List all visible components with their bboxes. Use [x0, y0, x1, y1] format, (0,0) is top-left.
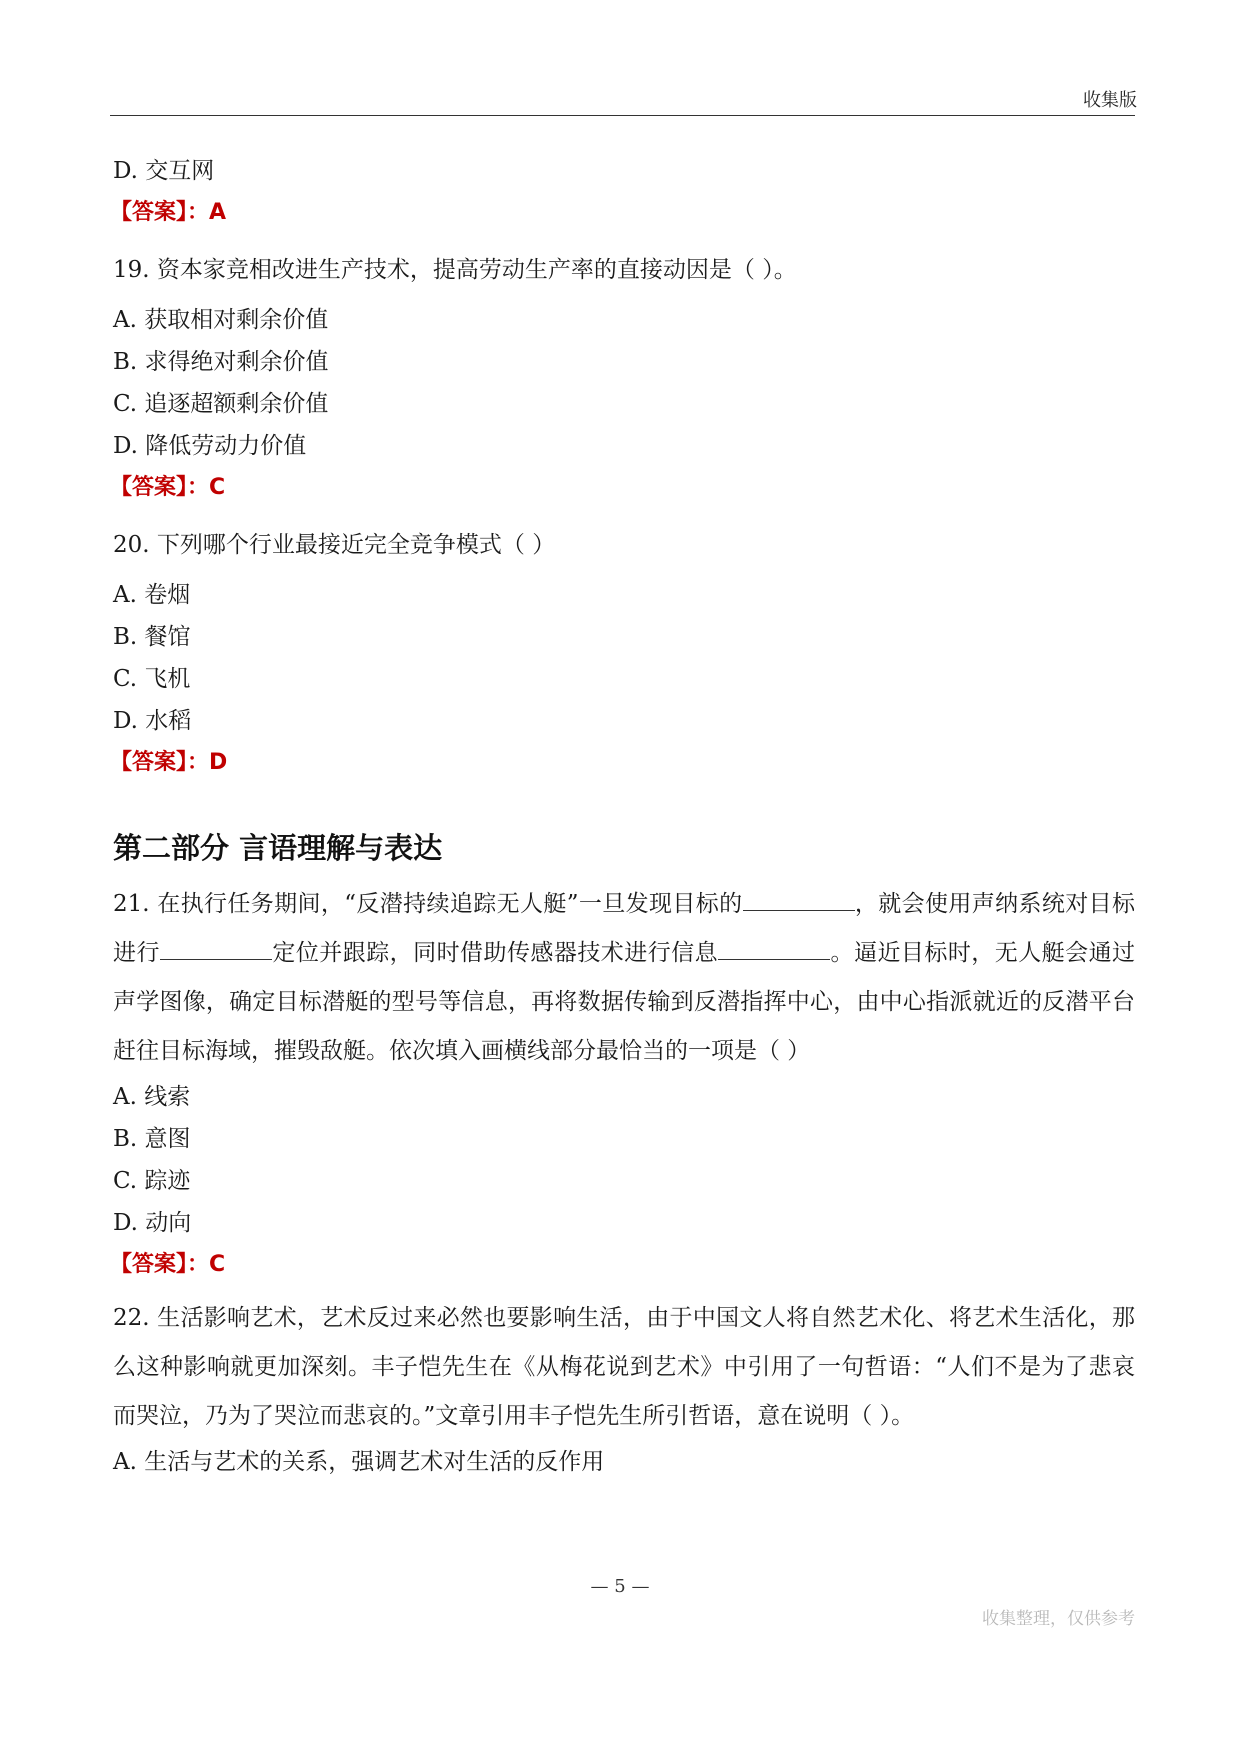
q21-answer: 【答案】：C: [110, 1252, 226, 1277]
q19-option-a: A. 获取相对剩余价值: [113, 307, 329, 333]
q20-answer: 【答案】：D: [110, 750, 228, 775]
q19-option-c: C. 追逐超额剩余价值: [113, 391, 329, 417]
page-number: — 5 —: [590, 1576, 650, 1597]
q21-stem-part-3: 定位并跟踪，同时借助传感器技术进行信息: [271, 940, 719, 966]
q19-stem: 19. 资本家竞相改进生产技术，提高劳动生产率的直接动因是（ ）。: [113, 257, 797, 283]
q22-stem: 22. 生活影响艺术，艺术反过来必然也要影响生活，由于中国文人将自然艺术化、将艺术生活化，那么这种影响就更加深刻。丰子恺先生在《从梅花说到艺术》中引用了一句哲语：“人们不是为了悲哀而哭泣，乃为了哭泣而悲哀的。”文章引用丰子恺先生所引哲语，意在说明（ ）。: [113, 1305, 1135, 1429]
fill-blank-2: [160, 939, 272, 960]
q21-stem-part-1: 21. 在执行任务期间，“反潜持续追踪无人艇”一旦发现目标的: [113, 891, 743, 917]
q20-option-a: A. 卷烟: [113, 582, 191, 608]
header-label: 收集版: [1083, 90, 1137, 111]
fill-blank-1: [743, 890, 855, 911]
footer-note: 收集整理，仅供参考: [982, 1609, 1135, 1629]
page-content: [110, 150, 1136, 1483]
header-divider: [110, 115, 1135, 116]
q21-stem: [113, 880, 1135, 1076]
q21-option-d: D. 动向: [113, 1210, 192, 1236]
q20-option-d: D. 水稻: [113, 708, 192, 734]
q21-stem-part-4: 。逼近目标时，无人艇会通过声学图像，确定目标潜艇的型号等信息，再将数据传输到反潜指挥中心，由中心指派就近的反潜平台赶往目标海域，摧毁敌艇。依次填入画横线部分最恰当的一项是（ ）: [113, 940, 1136, 1064]
fill-blank-3: [718, 939, 830, 960]
section-title: 第二部分 言语理解与表达: [113, 831, 443, 865]
q19-answer: 【答案】：C: [110, 475, 226, 500]
q20-stem: 20. 下列哪个行业最接近完全竞争模式（ ）: [113, 532, 556, 558]
q18-answer: 【答案】：A: [110, 200, 227, 225]
q20-option-b: B. 餐馆: [113, 624, 191, 650]
q19-option-b: B. 求得绝对剩余价值: [113, 349, 329, 375]
q21-option-a: A. 线索: [113, 1084, 191, 1110]
q18-option-d: D. 交互网: [113, 158, 215, 184]
q20-option-c: C. 飞机: [113, 666, 191, 692]
q21-option-b: B. 意图: [113, 1126, 191, 1152]
q21-option-c: C. 踪迹: [113, 1168, 191, 1194]
q22-option-a: A. 生活与艺术的关系，强调艺术对生活的反作用: [113, 1449, 605, 1475]
q21-stem-part-2: ，就会使用声纳系统对目标进行: [113, 891, 1136, 966]
q19-option-d: D. 降低劳动力价值: [113, 433, 307, 459]
